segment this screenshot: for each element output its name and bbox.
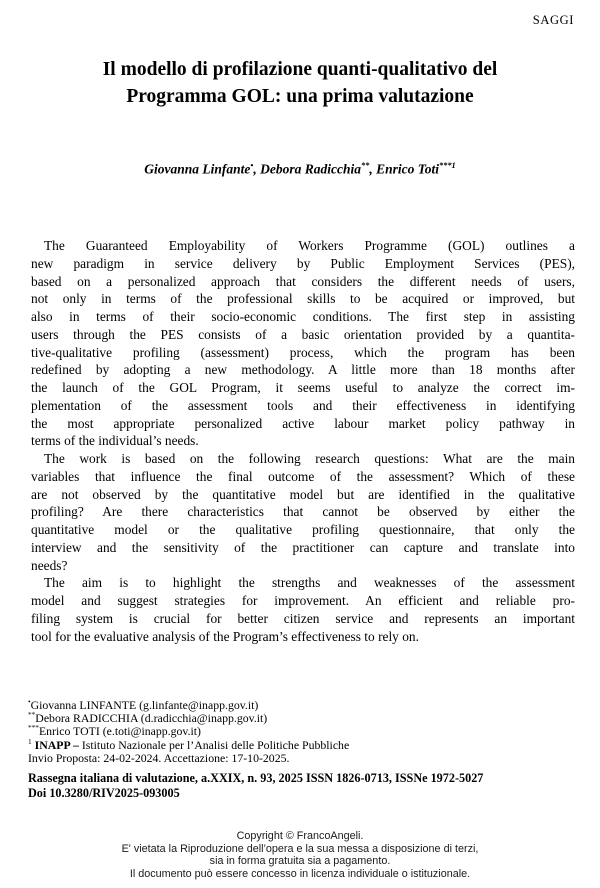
- abstract-line: model and suggest strategies for improvement. An efficient and reliable pro-: [31, 593, 575, 608]
- journal-info: [28, 771, 594, 801]
- copyright-notice: [0, 830, 600, 880]
- author-marker: •: [250, 161, 254, 170]
- footnote-line: [28, 752, 580, 765]
- abstract-line: The work is based on the following research questions: What are the main: [44, 451, 575, 466]
- footnote-text: Debora RADICCHIA (d.radicchia@inapp.gov.it): [35, 711, 268, 726]
- author-separator: ,: [369, 161, 377, 177]
- author-separator: ,: [253, 161, 261, 177]
- abstract-paragraph: [31, 450, 575, 574]
- footnotes: [28, 699, 580, 765]
- abstract-line: filing system is crucial for better citizen service and represents an important: [31, 610, 575, 626]
- copyright-line: E' vietata la Riproduzione dell’opera e la sua messa a disposizione di terzi,: [121, 842, 479, 855]
- footnote-text: Istituto Nazionale per l’Analisi delle Politiche Pubbliche: [78, 737, 350, 752]
- abstract-line: tool for the evaluative analysis of the Program’s effectiveness to rely on.: [31, 628, 419, 644]
- author-name: Giovanna Linfante: [144, 161, 251, 177]
- journal-issn-line: Rassegna italiana di valutazione, a.XXIX, n. 93, 2025 ISSN 1826-0713, ISSNe 1972-5027: [28, 771, 484, 785]
- abstract-line: plementation of the assessment tools and their effectiveness in identifying: [31, 397, 575, 413]
- abstract-line: variables that influence the final outcome of the assessment? Which of these: [31, 468, 575, 484]
- abstract-line: new paradigm in service delivery by Public Employment Services (PES),: [31, 255, 575, 271]
- author-name: Enrico Toti: [376, 161, 439, 177]
- footnote-institution-bold: INAPP –: [34, 737, 79, 752]
- footnote-marker: 1: [28, 736, 32, 746]
- abstract-line: the launch of the GOL Program, it seems useful to analyze the correct im-: [31, 380, 575, 395]
- abstract: [31, 237, 575, 645]
- section-label: SAGGI: [532, 13, 574, 27]
- footnote-marker: **: [28, 710, 36, 720]
- abstract-line: terms of the individual’s needs.: [31, 433, 199, 449]
- title-line-2: Programma GOL: una prima valutazione: [126, 85, 474, 107]
- author-name: Debora Radicchia: [260, 161, 361, 177]
- footnote-text: Invio Proposta: 24-02-2024. Accettazione: 17-10-2025.: [28, 750, 290, 765]
- abstract-line: needs?: [31, 557, 68, 573]
- abstract-line: The aim is to highlight the strengths and weaknesses of the assessment: [44, 575, 575, 591]
- footnote-text: Giovanna LINFANTE (g.linfante@inapp.gov.it): [30, 698, 259, 712]
- title-line-1: Il modello di profilazione quanti-qualitativo del: [102, 59, 498, 80]
- abstract-line: the most appropriate personalized active labour market policy pathway in: [31, 415, 575, 431]
- abstract-line: users through the PES consists of a basic orientation provided by a quantita-: [31, 326, 575, 342]
- abstract-line: based on a personalized approach that considers the different needs of users,: [31, 273, 575, 289]
- abstract-line: quantitative model or the qualitative profiling questionnaire, that only the: [31, 522, 575, 537]
- abstract-line: not only in terms of the professional skills to be acquired or improved, but: [31, 291, 575, 307]
- journal-doi-line: Doi 10.3280/RIV2025-093005: [28, 786, 180, 800]
- footnote-marker: •: [28, 697, 31, 707]
- abstract-line: also in terms of their socio-economic conditions. The first step in assisting: [31, 309, 575, 324]
- abstract-line: redefined by adopting a new methodology. A little more than 18 months after: [31, 362, 575, 378]
- copyright-line: Copyright © FrancoAngeli.: [236, 830, 364, 842]
- abstract-line: are not observed by the quantitative model but are identified in the qualitative: [31, 486, 575, 502]
- author-marker: **: [360, 161, 370, 170]
- abstract-line: The Guaranteed Employability of Workers Programme (GOL) outlines a: [44, 238, 575, 253]
- abstract-line: profiling? Are there characteristics that cannot be observed by either the: [31, 504, 575, 520]
- abstract-line: tive-qualitative profiling (assessment) process, which the program has been: [31, 344, 575, 360]
- abstract-paragraph: [31, 237, 575, 450]
- author-marker: ***1: [439, 161, 456, 170]
- article-title: [28, 57, 572, 110]
- copyright-line: Il documento può essere concesso in licenza individuale o istituzionale.: [129, 867, 471, 880]
- abstract-paragraph: [31, 574, 575, 645]
- copyright-line: sia in forma gratuita sia a pagamento.: [209, 855, 391, 867]
- authors-line: [0, 161, 600, 178]
- footnote-marker: ***: [28, 723, 39, 733]
- abstract-line: interview and the sensitivity of the practitioner can capture and translate into: [31, 539, 575, 555]
- footnote-text: Enrico TOTI (e.toti@inapp.gov.it): [38, 724, 201, 739]
